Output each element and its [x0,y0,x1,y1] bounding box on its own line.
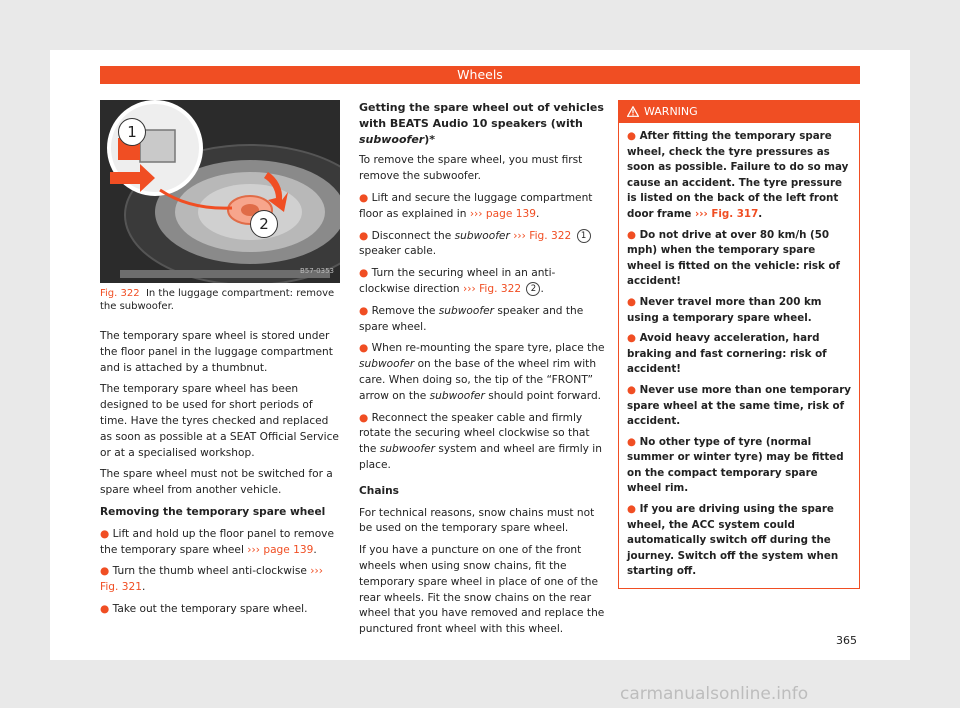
column-middle [359,100,605,644]
warning-title: WARNING [644,105,698,118]
callout-2: 2 [250,210,278,238]
watermark: carmanualsonline.info [620,684,809,704]
warning-item: ● Avoid heavy acceleration, hard braking and fast cornering: risk of accident! [627,332,827,376]
callout-ref-2: 2 [526,282,540,296]
figure-link[interactable]: ››› Fig. 322 [513,229,572,242]
bullet-item: ● Turn the thumb wheel anti-clockwise ››› Fig. 321. [100,565,323,594]
callout-1: 1 [118,118,146,146]
bullet-item: ● Take out the temporary spare wheel. [100,602,308,615]
page-number: 365 [836,634,857,647]
paragraph: The temporary spare wheel is stored under the floor panel in the luggage compartment and is attached by a thumbnut. [100,330,333,374]
callout-ref-1: 1 [577,229,591,243]
caption-text: In the luggage compartment: remove the subwoofer. [100,288,335,312]
warning-item: ● If you are driving using the spare wheel, the ACC system could automatically switch off during the journey. Switch off the system when starting off. [627,503,839,578]
bullet-item: ● Remove the subwoofer speaker and the spare wheel. [359,304,584,333]
page-link[interactable]: ››› page 139 [247,543,314,556]
section-header: Wheels [100,66,860,84]
bullet-item: ● Lift and hold up the floor panel to remove the temporary spare wheel ››› page 139. [100,527,334,556]
bullet-item: ● When re-mounting the spare tyre, place the subwoofer on the base of the wheel rim with care. When doing so, the tip of the “FRONT” arrow on the subwoofer should point forward. [359,342,605,402]
warning-item: ● Never use more than one temporary spare wheel at the same time, risk of accident. [627,383,852,428]
warning-header [619,101,859,123]
figure-caption [100,287,340,313]
warning-item: ● Do not drive at over 80 km/h (50 mph) when the temporary spare wheel is fitted on the vehicle: risk of accident! [627,228,840,288]
section-heading: Chains [359,484,399,497]
column-left [100,100,340,624]
figure-subwoofer-illustration [100,100,340,283]
paragraph: For technical reasons, snow chains must not be used on the temporary spare wheel. [359,506,595,535]
paragraph: If you have a puncture on one of the front wheels when using snow chains, fit the temporary spare wheel in place of one of the rear wheels. Fit the snow chains on the rear wheel that you have removed and replace the punctured front wheel with this wheel. [359,544,605,636]
paragraph: The spare wheel must not be switched for a spare wheel from another vehicle. [100,468,333,497]
column-right [618,100,860,589]
figure-link[interactable]: ››› Fig. 322 [463,282,522,295]
bullet-item: ● Reconnect the speaker cable and firmly rotate the securing wheel clockwise so that the subwoofer system and wheel are firmly in place. [359,411,602,471]
warning-item: ● No other type of tyre (normal summer or winter tyre) may be fitted on the compact temporary spare wheel rim. [627,435,844,495]
paragraph: To remove the spare wheel, you must first remove the subwoofer. [359,154,583,183]
section-heading: Getting the spare wheel out of vehicles with BEATS Audio 10 speakers (with subwoofer)* [359,101,604,146]
warning-item: ● After fitting the temporary spare wheel, check the tyre pressures as soon as possible. Failure to do so may cause an accident. The tyre pressure is listed on the back of the left front door frame ››› Fig. 317. [627,130,849,220]
figure-code: B57-0353 [299,267,334,276]
caption-label: Fig. 322 [100,288,140,299]
bullet-item: ● Disconnect the subwoofer ››› Fig. 322 1 speaker cable. [359,229,605,261]
page-link[interactable]: ››› page 139 [469,207,536,220]
section-heading: Removing the temporary spare wheel [100,505,326,518]
warning-item: ● Never travel more than 200 km using a temporary spare wheel. [627,295,822,324]
figure-link[interactable]: ››› Fig. 317 [695,207,759,220]
bullet-item: ● Turn the securing wheel in an anti-clockwise direction ››› Fig. 322 2 . [359,267,556,295]
warning-body [619,123,859,588]
warning-box [618,100,860,589]
figure-link[interactable]: ››› Fig. 321 [100,565,323,594]
bullet-item: ● Lift and secure the luggage compartment floor as explained in ››› page 139. [359,191,593,220]
warning-triangle-icon [627,106,639,117]
paragraph: The temporary spare wheel has been designed to be used for short periods of time. Have the tyres checked and replaced as soon as possible at a SEAT Official Service or at a specialised workshop. [100,383,339,459]
